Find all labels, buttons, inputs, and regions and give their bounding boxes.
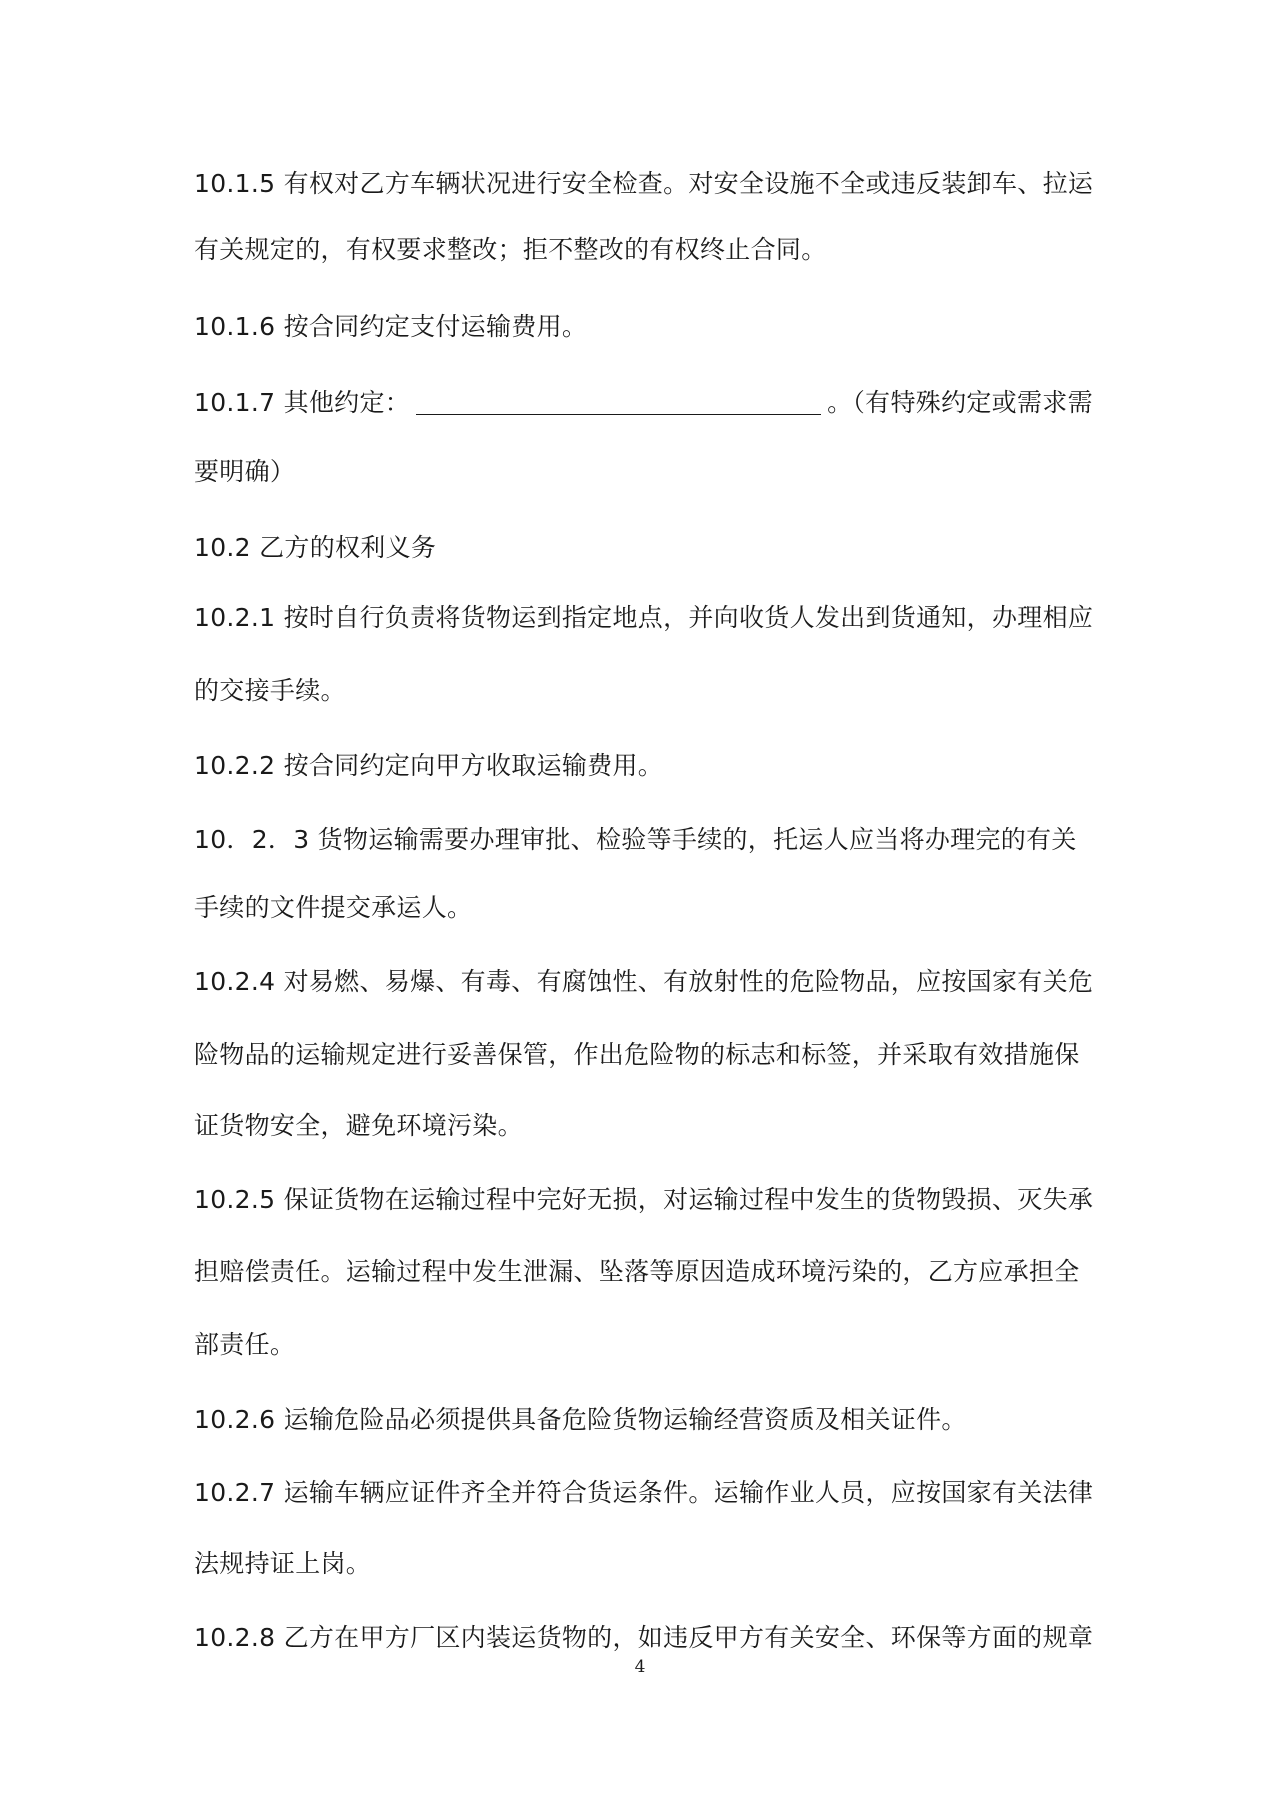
section-heading: 10.2 乙方的权利义务: [194, 533, 437, 562]
page-number: 4: [634, 1657, 646, 1677]
blank-fill-field[interactable]: [416, 388, 821, 415]
text-line: 10.2.2 按合同约定向甲方收取运输费用。: [194, 751, 664, 780]
text-line: 要明确）: [194, 457, 296, 486]
text-line: 担赔偿责任。运输过程中发生泄漏、坠落等原因造成环境污染的，乙方应承担全: [194, 1257, 1080, 1286]
text-line: 10.1.5 有权对乙方车辆状况进行安全检查。对安全设施不全或违反装卸车、拉运: [194, 169, 1094, 198]
text-line: 险物品的运输规定进行妥善保管，作出危险物的标志和标签，并采取有效措施保: [194, 1040, 1080, 1069]
clause-10-1-7-prefix: 10.1.7 其他约定：: [194, 388, 411, 417]
text-line: 10.2.5 保证货物在运输过程中完好无损，对运输过程中发生的货物毁损、灭失承: [194, 1185, 1094, 1214]
clause-10-1-7: [194, 386, 1094, 420]
text-line: 有关规定的，有权要求整改；拒不整改的有权终止合同。: [194, 235, 827, 264]
text-line: 法规持证上岗。: [194, 1549, 372, 1578]
text-line: 10.2.4 对易燃、易爆、有毒、有腐蚀性、有放射性的危险物品，应按国家有关危: [194, 967, 1094, 996]
text-line: 部责任。: [194, 1330, 296, 1359]
text-line: 的交接手续。: [194, 676, 346, 705]
clause-10-1-7-suffix: 。（有特殊约定或需求需: [827, 388, 1093, 417]
text-line: 10.1.6 按合同约定支付运输费用。: [194, 312, 588, 341]
text-line: 手续的文件提交承运人。: [194, 893, 473, 922]
text-line: 证货物安全，避免环境污染。: [194, 1111, 523, 1140]
text-line: 10.2.7 运输车辆应证件齐全并符合货运条件。运输作业人员，应按国家有关法律: [194, 1478, 1094, 1507]
text-line: 10．2．3 货物运输需要办理审批、检验等手续的，托运人应当将办理完的有关: [194, 825, 1077, 854]
text-line: 10.2.8 乙方在甲方厂区内装运货物的，如违反甲方有关安全、环保等方面的规章: [194, 1623, 1094, 1652]
text-line: 10.2.6 运输危险品必须提供具备危险货物运输经营资质及相关证件。: [194, 1405, 967, 1434]
text-line: 10.2.1 按时自行负责将货物运到指定地点，并向收货人发出到货通知，办理相应: [194, 603, 1094, 632]
